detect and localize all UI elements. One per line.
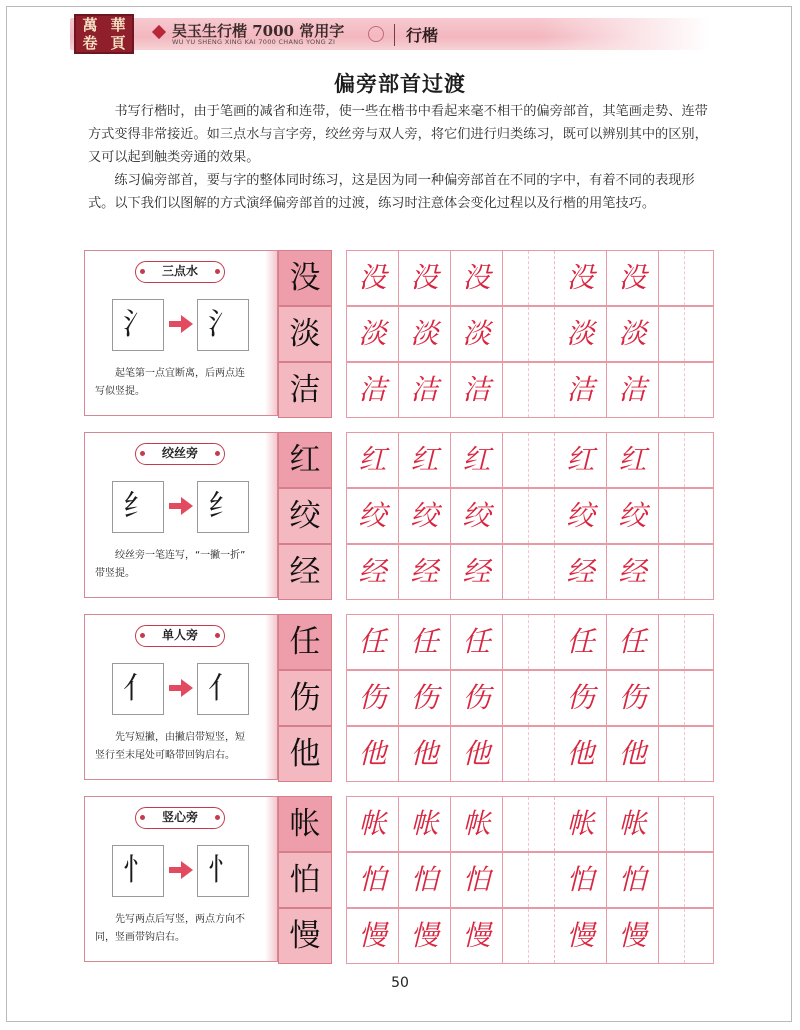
blank-cell[interactable] bbox=[503, 433, 555, 487]
model-char: 绞 bbox=[278, 488, 332, 544]
trace-char: 绞 bbox=[555, 489, 607, 543]
section-name: 行楷 bbox=[406, 26, 439, 45]
ornament-icon bbox=[368, 26, 384, 42]
trace-char: 伤 bbox=[399, 671, 451, 725]
model-char: 帐 bbox=[278, 796, 332, 852]
arrow-right-icon bbox=[169, 679, 193, 697]
trace-char: 经 bbox=[451, 545, 503, 599]
blank-cell[interactable] bbox=[503, 363, 555, 417]
trace-char: 伤 bbox=[607, 671, 659, 725]
practice-row bbox=[278, 614, 716, 670]
radical-info-box bbox=[84, 432, 278, 598]
trace-char: 帐 bbox=[451, 797, 503, 851]
intro-text bbox=[88, 100, 714, 215]
trace-char: 怕 bbox=[399, 853, 451, 907]
trace-char: 帐 bbox=[555, 797, 607, 851]
radical-info-box bbox=[84, 250, 278, 416]
radical-section-2 bbox=[84, 614, 716, 782]
trace-char: 淡 bbox=[399, 307, 451, 361]
blank-cell[interactable] bbox=[659, 909, 711, 963]
practice-grid bbox=[278, 250, 716, 418]
radical-section-1 bbox=[84, 432, 716, 600]
trace-char: 怕 bbox=[347, 853, 399, 907]
trace-char: 红 bbox=[347, 433, 399, 487]
model-char: 洁 bbox=[278, 362, 332, 418]
blank-cell[interactable] bbox=[503, 727, 555, 781]
radical-regular: 氵 bbox=[112, 299, 164, 351]
radical-section-3 bbox=[84, 796, 716, 964]
trace-char: 任 bbox=[451, 615, 503, 669]
header-divider bbox=[394, 24, 395, 46]
trace-char: 绞 bbox=[347, 489, 399, 543]
blank-cell[interactable] bbox=[659, 307, 711, 361]
trace-char: 伤 bbox=[451, 671, 503, 725]
practice-grid bbox=[278, 432, 716, 600]
blank-cell[interactable] bbox=[659, 545, 711, 599]
trace-char: 任 bbox=[555, 615, 607, 669]
trace-char: 伤 bbox=[555, 671, 607, 725]
trace-char: 绞 bbox=[451, 489, 503, 543]
trace-char: 红 bbox=[399, 433, 451, 487]
radical-label: 三点水 bbox=[135, 261, 225, 283]
model-char: 他 bbox=[278, 726, 332, 782]
trace-char: 红 bbox=[607, 433, 659, 487]
radical-explanation: 先写两点后写竖，两点方向不 同，竖画带钩启右。 bbox=[95, 914, 245, 943]
blank-cell[interactable] bbox=[659, 251, 711, 305]
blank-cell[interactable] bbox=[503, 307, 555, 361]
seal-char: 頁 bbox=[110, 34, 126, 52]
practice-grid bbox=[278, 796, 716, 964]
book-pinyin: WU YU SHENG XING KAI 7000 CHANG YONG ZI bbox=[172, 38, 336, 46]
practice-row bbox=[278, 726, 716, 782]
trace-char: 帐 bbox=[399, 797, 451, 851]
blank-cell[interactable] bbox=[503, 489, 555, 543]
trace-char: 没 bbox=[347, 251, 399, 305]
trace-char: 洁 bbox=[399, 363, 451, 417]
page-header bbox=[70, 18, 710, 52]
blank-cell[interactable] bbox=[503, 671, 555, 725]
trace-char: 红 bbox=[555, 433, 607, 487]
model-char: 红 bbox=[278, 432, 332, 488]
radical-running: 亻 bbox=[197, 663, 249, 715]
trace-char: 他 bbox=[399, 727, 451, 781]
trace-char: 任 bbox=[399, 615, 451, 669]
blank-cell[interactable] bbox=[503, 251, 555, 305]
practice-row bbox=[278, 306, 716, 362]
practice-row bbox=[278, 670, 716, 726]
trace-char: 他 bbox=[451, 727, 503, 781]
trace-char: 洁 bbox=[607, 363, 659, 417]
model-char: 伤 bbox=[278, 670, 332, 726]
trace-char: 伤 bbox=[347, 671, 399, 725]
trace-char: 没 bbox=[399, 251, 451, 305]
blank-cell[interactable] bbox=[659, 615, 711, 669]
blank-cell[interactable] bbox=[659, 363, 711, 417]
trace-char: 没 bbox=[555, 251, 607, 305]
trace-char: 洁 bbox=[451, 363, 503, 417]
blank-cell[interactable] bbox=[659, 727, 711, 781]
model-char: 任 bbox=[278, 614, 332, 670]
trace-char: 经 bbox=[347, 545, 399, 599]
model-char: 没 bbox=[278, 250, 332, 306]
radical-running: 忄 bbox=[197, 845, 249, 897]
practice-row bbox=[278, 488, 716, 544]
radical-info-box bbox=[84, 614, 278, 780]
radical-running: 氵 bbox=[197, 299, 249, 351]
practice-row bbox=[278, 908, 716, 964]
trace-char: 帐 bbox=[607, 797, 659, 851]
radical-explanation: 起笔第一点宜断离，后两点连 写似竖提。 bbox=[95, 368, 245, 397]
radical-explanation: 先写短撇，由撇启带短竖，短 竖行至末尾处可略带回钩启右。 bbox=[95, 732, 245, 761]
page-title: 偏旁部首过渡 bbox=[334, 71, 466, 96]
trace-char: 他 bbox=[607, 727, 659, 781]
arrow-right-icon bbox=[169, 497, 193, 515]
blank-cell[interactable] bbox=[503, 545, 555, 599]
blank-cell[interactable] bbox=[659, 433, 711, 487]
radical-running: 纟 bbox=[197, 481, 249, 533]
intro-paragraph: 练习偏旁部首，要与字的整体同时练习，这是因为同一种偏旁部首在不同的字中，有着不同的表现形式。以下我们以图解的方式演绎偏旁部首的过渡，练习时注意体会变化过程以及行楷的用笔技巧。 bbox=[88, 173, 695, 211]
trace-char: 怕 bbox=[555, 853, 607, 907]
blank-cell[interactable] bbox=[659, 671, 711, 725]
trace-char: 帐 bbox=[347, 797, 399, 851]
practice-row bbox=[278, 250, 716, 306]
page-number: 50 bbox=[391, 975, 409, 991]
trace-char: 任 bbox=[607, 615, 659, 669]
trace-char: 红 bbox=[451, 433, 503, 487]
trace-char: 淡 bbox=[555, 307, 607, 361]
model-char: 怕 bbox=[278, 852, 332, 908]
practice-row bbox=[278, 852, 716, 908]
trace-char: 慢 bbox=[451, 909, 503, 963]
blank-cell[interactable] bbox=[659, 489, 711, 543]
publisher-seal bbox=[74, 14, 134, 54]
trace-char: 洁 bbox=[555, 363, 607, 417]
practice-row bbox=[278, 432, 716, 488]
trace-char: 淡 bbox=[607, 307, 659, 361]
trace-char: 慢 bbox=[347, 909, 399, 963]
trace-char: 洁 bbox=[347, 363, 399, 417]
blank-cell[interactable] bbox=[503, 909, 555, 963]
trace-char: 经 bbox=[399, 545, 451, 599]
trace-char: 怕 bbox=[607, 853, 659, 907]
blank-cell[interactable] bbox=[659, 853, 711, 907]
seal-char: 華 bbox=[110, 16, 126, 34]
trace-char: 绞 bbox=[607, 489, 659, 543]
seal-char: 萬 bbox=[82, 16, 98, 34]
radical-label: 竖心旁 bbox=[135, 807, 225, 829]
radical-regular: 亻 bbox=[112, 663, 164, 715]
practice-grid bbox=[278, 614, 716, 782]
arrow-right-icon bbox=[169, 861, 193, 879]
trace-char: 没 bbox=[607, 251, 659, 305]
practice-row bbox=[278, 544, 716, 600]
trace-char: 绞 bbox=[399, 489, 451, 543]
radical-label: 绞丝旁 bbox=[135, 443, 225, 465]
trace-char: 怕 bbox=[451, 853, 503, 907]
blank-cell[interactable] bbox=[503, 797, 555, 851]
blank-cell[interactable] bbox=[503, 615, 555, 669]
arrow-right-icon bbox=[169, 315, 193, 333]
radical-info-box bbox=[84, 796, 278, 962]
blank-cell[interactable] bbox=[659, 797, 711, 851]
trace-char: 任 bbox=[347, 615, 399, 669]
radical-regular: 纟 bbox=[112, 481, 164, 533]
intro-paragraph: 书写行楷时，由于笔画的减省和连带，使一些在楷书中看起来毫不相干的偏旁部首，其笔画走势、连带方式变得非常接近。如三点水与言字旁，绞丝旁与双人旁，将它们进行归类练习，既可以辨别其中的区别，又可以起到触类旁通的效果。 bbox=[88, 104, 708, 165]
blank-cell[interactable] bbox=[503, 853, 555, 907]
trace-char: 慢 bbox=[555, 909, 607, 963]
model-char: 慢 bbox=[278, 908, 332, 964]
practice-row bbox=[278, 362, 716, 418]
radical-section-0 bbox=[84, 250, 716, 418]
model-char: 淡 bbox=[278, 306, 332, 362]
radical-explanation: 绞丝旁一笔连写，“一撇一折” 带竖提。 bbox=[95, 550, 246, 579]
trace-char: 慢 bbox=[607, 909, 659, 963]
trace-char: 淡 bbox=[451, 307, 503, 361]
book-title: 吴玉生行楷 7000 常用字 bbox=[172, 22, 345, 40]
trace-char: 慢 bbox=[399, 909, 451, 963]
model-char: 经 bbox=[278, 544, 332, 600]
trace-char: 经 bbox=[607, 545, 659, 599]
trace-char: 他 bbox=[555, 727, 607, 781]
trace-char: 经 bbox=[555, 545, 607, 599]
trace-char: 淡 bbox=[347, 307, 399, 361]
practice-row bbox=[278, 796, 716, 852]
radical-regular: 忄 bbox=[112, 845, 164, 897]
radical-label: 单人旁 bbox=[135, 625, 225, 647]
trace-char: 他 bbox=[347, 727, 399, 781]
seal-char: 卷 bbox=[82, 34, 98, 52]
trace-char: 没 bbox=[451, 251, 503, 305]
